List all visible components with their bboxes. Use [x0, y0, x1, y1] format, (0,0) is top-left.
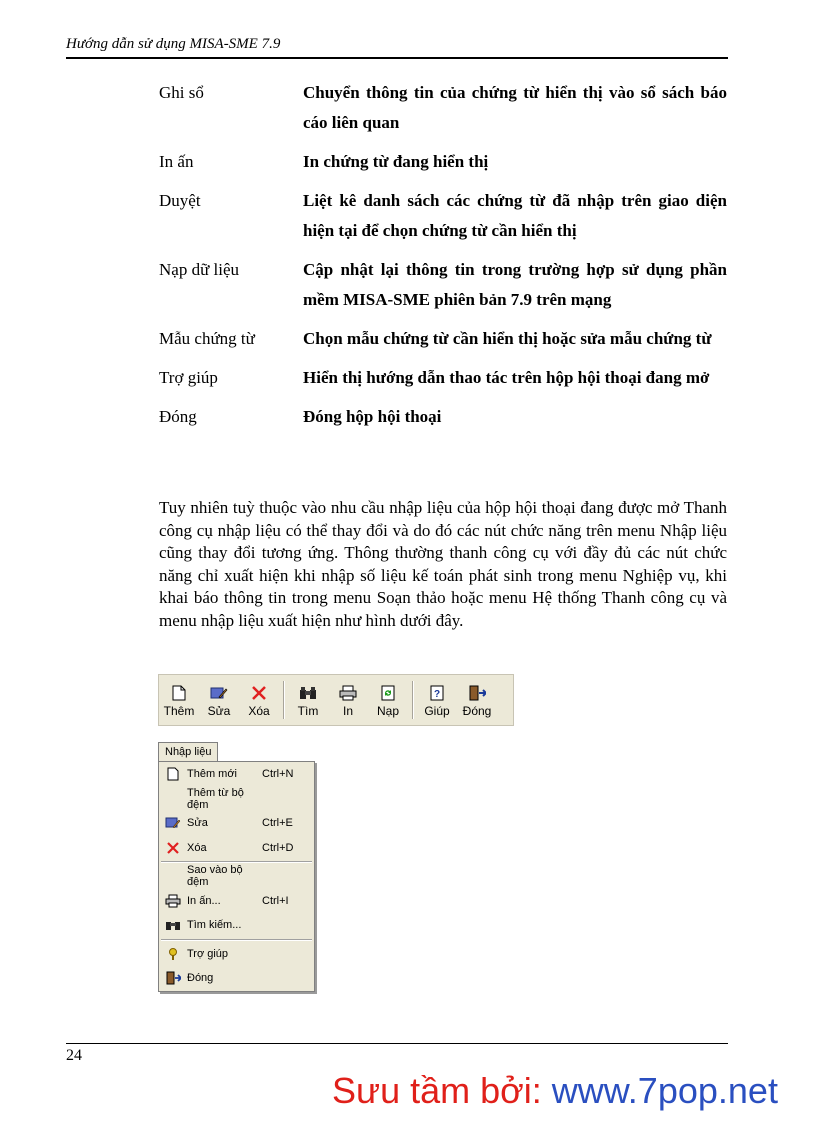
definition-row	[159, 363, 727, 393]
definition-term: Duyệt	[159, 191, 201, 210]
edit-icon	[159, 816, 187, 830]
definition-desc: Liệt kê danh sách các chứng từ đã nhập trên giao diện hiện tại để chọn chứng từ cần hiển thị	[303, 191, 727, 240]
menu-item-edit[interactable]	[159, 811, 314, 836]
menu-item-shortcut: Ctrl+I	[262, 894, 289, 907]
page-icon	[172, 682, 186, 704]
definition-desc: Chọn mẫu chứng từ cần hiển thị hoặc sửa mẫu chứng từ	[303, 329, 712, 348]
definition-list	[159, 78, 727, 441]
menu-separator	[161, 939, 312, 941]
toolbar-edit-button[interactable]	[199, 675, 239, 725]
definition-term: In ấn	[159, 152, 194, 171]
footer-rule	[66, 1043, 728, 1044]
menu-item-label: Trợ giúp	[187, 947, 229, 960]
menu-item-label: Sao vào bộ đệm	[187, 864, 243, 889]
watermark-site: www.7pop.net	[551, 1070, 778, 1111]
menu-title[interactable]: Nhập liệu	[158, 742, 218, 761]
toolbar-help-button[interactable]	[417, 675, 457, 725]
toolbar-edit-label: Sửa	[207, 704, 231, 718]
toolbar-delete-button[interactable]	[239, 675, 279, 725]
menu-item-add-new[interactable]	[159, 762, 314, 787]
toolbar-add-label: Thêm	[163, 704, 195, 718]
definition-row	[159, 324, 727, 354]
toolbar-separator	[283, 681, 284, 719]
toolbar-delete-label: Xóa	[248, 704, 270, 718]
refresh-icon	[380, 682, 396, 704]
toolbar-reload-button[interactable]	[368, 675, 408, 725]
toolbar-reload-label: Nạp	[376, 704, 399, 718]
menu-item-delete[interactable]	[159, 836, 314, 861]
menu-separator	[161, 861, 312, 863]
toolbar-close-button[interactable]	[457, 675, 497, 725]
menu-item-label: Thêm từ bộ đệm	[187, 786, 244, 811]
definition-row	[159, 147, 727, 177]
svg-text:?: ?	[433, 689, 441, 700]
menu-item-label: Thêm mới	[187, 768, 237, 781]
printer-icon	[339, 682, 357, 704]
toolbar-help-label: Giúp	[424, 704, 450, 718]
exit-icon	[159, 971, 187, 985]
menu-item-label: Xóa	[187, 841, 207, 854]
definition-term: Mẫu chứng từ	[159, 329, 255, 348]
data-entry-menu	[158, 742, 315, 992]
menu-item-label: Đóng	[187, 972, 214, 985]
definition-desc: Hiển thị hướng dẫn thao tác trên hộp hội thoại đang mở	[303, 368, 710, 387]
definition-desc: In chứng từ đang hiển thị	[303, 152, 489, 171]
watermark-prefix: Sưu tầm bởi:	[332, 1070, 542, 1111]
definition-desc: Cập nhật lại thông tin trong trường hợp sử dụng phần mềm MISA-SME phiên bản 7.9 trên mạng	[303, 260, 727, 309]
toolbar-print-button[interactable]	[328, 675, 368, 725]
definition-row	[159, 186, 727, 246]
menu-item-help[interactable]	[159, 942, 314, 967]
definition-term: Nạp dữ liệu	[159, 260, 240, 279]
toolbar-find-label: Tìm	[297, 704, 319, 718]
definition-row	[159, 255, 727, 315]
toolbar-print-label: In	[342, 704, 353, 718]
page-icon	[159, 767, 187, 781]
delete-icon	[251, 682, 267, 704]
binoculars-icon	[159, 918, 187, 932]
body-paragraph: Tuy nhiên tuỳ thuộc vào nhu cầu nhập liệu của hộp hội thoại đang được mở Thanh công cụ nhập liệu có thể thay đổi và do đó các nút chức năng trên menu Nhập liệu cũng thay đổi tương ứng. Thông thường thanh công cụ với đầy đủ các nút chức năng chỉ xuất hiện khi nhập số liệu kế toán phát sinh trong menu Nghiệp vụ, khi khai báo thông tin trong menu Soạn thảo hoặc menu Hệ thống Thanh công cụ và menu nhập liệu xuất hiện như hình dưới đây.	[159, 498, 727, 630]
toolbar-find-button[interactable]	[288, 675, 328, 725]
menu-item-copy-to-buffer[interactable]	[159, 864, 314, 889]
binoculars-icon	[299, 682, 317, 704]
toolbar-separator	[412, 681, 413, 719]
edit-icon	[210, 682, 228, 704]
menu-item-shortcut: Ctrl+E	[262, 817, 293, 830]
menu-dropdown	[158, 761, 315, 992]
toolbar-add-button[interactable]	[159, 675, 199, 725]
page-header-title: Hướng dẫn sử dụng MISA-SME 7.9	[66, 36, 281, 52]
page-number: 24	[66, 1047, 82, 1064]
header-rule	[66, 57, 728, 59]
definition-row	[159, 402, 727, 432]
definition-term: Trợ giúp	[159, 368, 218, 387]
delete-icon	[159, 841, 187, 855]
menu-item-label: In ấn...	[187, 894, 221, 907]
definition-desc: Chuyển thông tin của chứng từ hiển thị vào sổ sách báo cáo liên quan	[303, 83, 727, 132]
printer-icon	[159, 894, 187, 908]
menu-item-label: Sửa	[187, 817, 208, 830]
watermark	[332, 1070, 778, 1112]
definition-row	[159, 78, 727, 138]
menu-item-shortcut: Ctrl+D	[262, 841, 294, 854]
menu-item-search[interactable]	[159, 913, 314, 938]
menu-item-print[interactable]	[159, 889, 314, 914]
menu-item-close[interactable]	[159, 966, 314, 991]
exit-icon	[468, 682, 486, 704]
definition-term: Đóng	[159, 407, 197, 426]
definition-desc: Đóng hộp hội thoại	[303, 407, 442, 426]
menu-item-shortcut: Ctrl+N	[262, 768, 294, 781]
menu-item-add-from-buffer[interactable]	[159, 787, 314, 812]
help-icon	[429, 682, 445, 704]
help-icon	[159, 947, 187, 961]
menu-item-label: Tìm kiếm...	[187, 919, 242, 932]
toolbar-close-label: Đóng	[462, 704, 492, 718]
data-entry-toolbar	[158, 674, 514, 726]
definition-term: Ghi sổ	[159, 83, 204, 102]
